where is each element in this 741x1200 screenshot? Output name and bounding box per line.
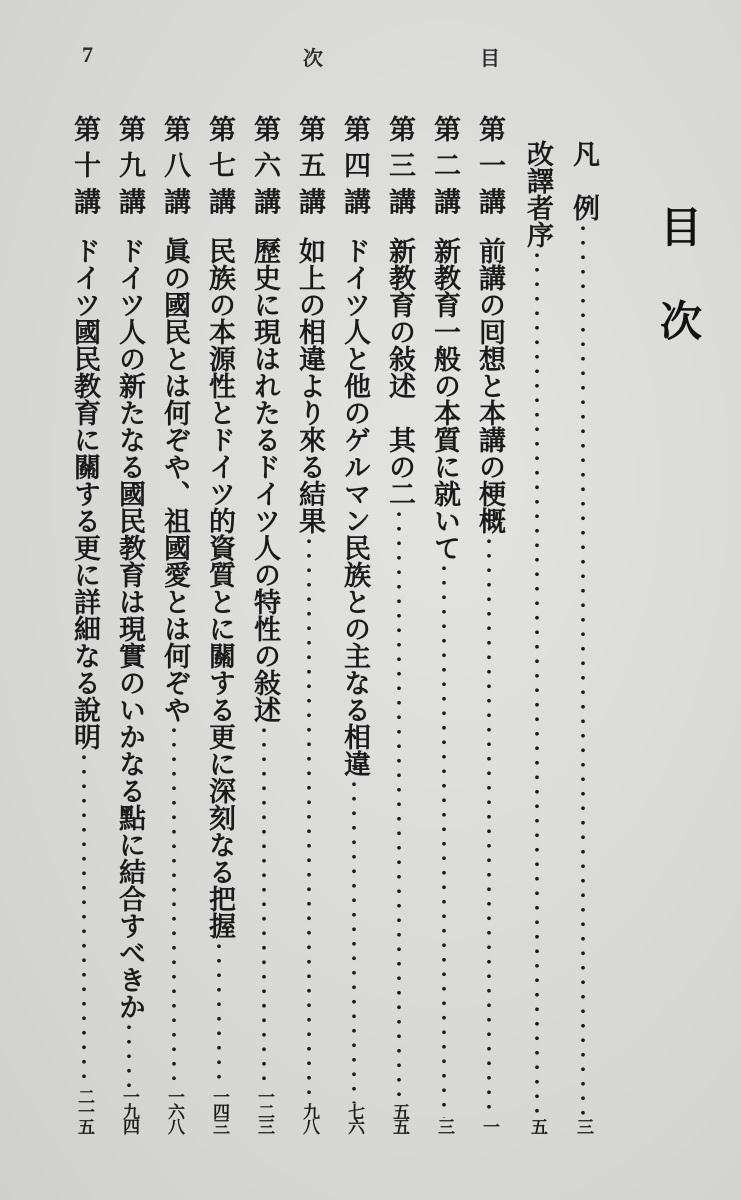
- entry-title: 眞の國民とは何ぞや、祖國愛とは何ぞや: [159, 236, 190, 723]
- dot-leader: [527, 248, 547, 1118]
- entry-page: 一六八: [164, 1088, 184, 1133]
- entry-title: 凡 例: [568, 140, 599, 221]
- entry-page: 五五: [389, 1103, 409, 1133]
- running-title-left: 次: [303, 46, 323, 70]
- dot-leader: [209, 939, 229, 1088]
- entry-page: 一: [479, 1118, 499, 1133]
- lecture-number: 第 七 講: [204, 115, 235, 215]
- dot-leader: [479, 534, 499, 1118]
- page-number: 7: [82, 42, 93, 67]
- entry-page: 九八: [299, 1103, 319, 1133]
- lecture-number: 第 三 講: [384, 115, 415, 215]
- entry-page: 一四三: [209, 1088, 229, 1133]
- lecture-number: 第 五 講: [294, 115, 325, 215]
- toc-entry-lecture-2: [427, 115, 461, 1133]
- lecture-number: 第 六 講: [249, 115, 280, 215]
- dot-leader: [299, 534, 319, 1103]
- toc-entry-lecture-5: [292, 115, 326, 1133]
- toc-entry-hanrei: [566, 140, 600, 1133]
- dot-leader: [344, 777, 364, 1103]
- entry-title: ドイツ人の新たなる國民教育は現實のいかなる點に結合すべきか: [114, 236, 145, 1020]
- toc-entry-lecture-10: [67, 115, 101, 1133]
- entry-page: 三: [434, 1118, 454, 1133]
- dot-leader: [573, 221, 593, 1118]
- dot-leader: [434, 561, 454, 1118]
- toc-entry-lecture-8: [157, 115, 191, 1133]
- entry-page: 三: [573, 1118, 593, 1133]
- entry-title: 改譯者序: [522, 140, 553, 248]
- dot-leader: [74, 750, 94, 1088]
- dot-leader: [389, 507, 409, 1103]
- running-title-right: 目: [480, 46, 500, 70]
- entry-title: ドイツ國民教育に關する更に詳細なる說明: [69, 236, 100, 750]
- dot-leader: [164, 723, 184, 1088]
- entry-title: 新教育一般の本質に就いて: [429, 236, 460, 561]
- lecture-number: 第 四 講: [339, 115, 370, 215]
- entry-title: 歷史に現はれたるドイツ人の特性の敍述: [249, 236, 280, 723]
- dot-leader: [119, 1020, 139, 1088]
- lecture-number: 第 二 講: [429, 115, 460, 215]
- toc-entry-lecture-6: [247, 115, 281, 1133]
- toc-entry-lecture-1: [472, 115, 506, 1133]
- toc-title: 目次: [654, 205, 703, 393]
- lecture-number: 第 一 講: [474, 115, 505, 215]
- lecture-number: 第 十 講: [69, 115, 100, 215]
- toc-entry-lecture-4: [337, 115, 371, 1133]
- entry-page: 一九四: [119, 1088, 139, 1133]
- entry-page: 二一五: [74, 1088, 94, 1133]
- toc-entry-preface: [520, 140, 554, 1133]
- lecture-number: 第 九 講: [114, 115, 145, 215]
- entry-title: 新教育の敍述 其の二: [384, 236, 415, 507]
- entry-page: 五: [527, 1118, 547, 1133]
- toc-entry-lecture-3: [382, 115, 416, 1133]
- entry-page: 七六: [344, 1103, 364, 1133]
- entry-title: 民族の本源性とドイツ的資質とに關する更に深刻なる把握: [204, 236, 235, 939]
- dot-leader: [254, 723, 274, 1088]
- toc-entry-lecture-9: [112, 115, 146, 1133]
- entry-title: ドイツ人と他のゲルマン民族との主なる相違: [339, 236, 370, 777]
- toc-entry-lecture-7: [202, 115, 236, 1133]
- entry-title: 如上の相違より來る結果: [294, 236, 325, 534]
- entry-title: 前講の囘想と本講の梗概: [474, 236, 505, 534]
- entry-page: 一二三: [254, 1088, 274, 1133]
- lecture-number: 第 八 講: [159, 115, 190, 215]
